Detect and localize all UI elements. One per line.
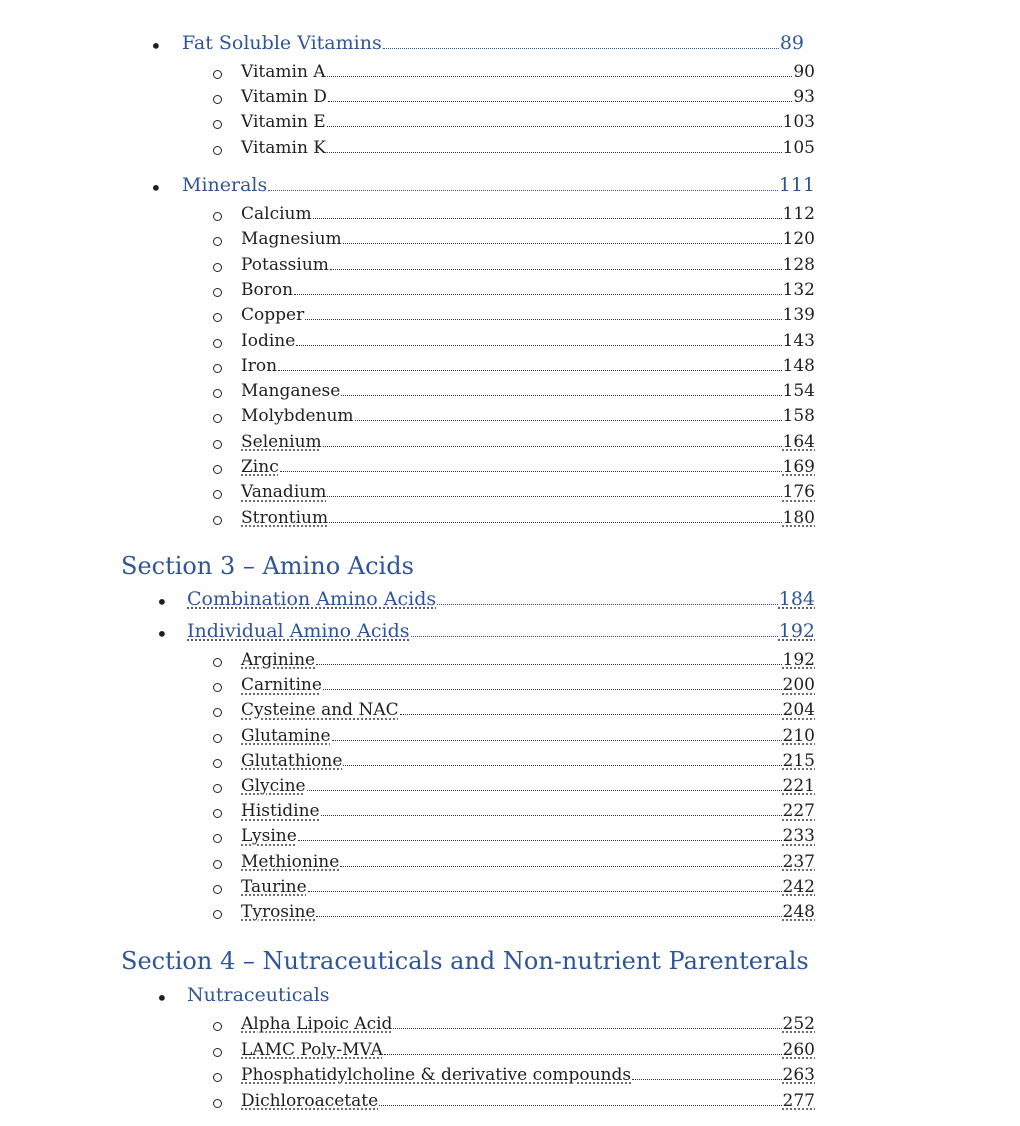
toc-entry-title: Glutathione (241, 750, 343, 771)
toc-page-number: 192 (782, 650, 815, 670)
toc-entry-vitamin-d[interactable] (241, 87, 815, 107)
toc-entry-title: LAMC Poly-MVA (241, 1039, 383, 1060)
dot-leader (316, 916, 781, 917)
dot-leader (437, 604, 778, 605)
toc-page-number: 120 (782, 229, 815, 250)
dot-leader (393, 1028, 781, 1029)
toc-entry-title: Manganese (241, 381, 341, 402)
toc-page-number: 277 (782, 1090, 815, 1111)
circle-bullet-icon (213, 212, 222, 221)
toc-entry-title: Vitamin K (241, 137, 326, 158)
toc-entry-zinc[interactable] (241, 457, 815, 477)
toc-page-number: 164 (782, 431, 815, 452)
toc-entry-title: Strontium (241, 507, 329, 528)
toc-page-number: 103 (782, 112, 815, 133)
toc-entry-potassium[interactable] (241, 255, 815, 275)
circle-bullet-icon (213, 120, 222, 129)
toc-entry-phosphatidylcholine-derivative-compounds[interactable] (241, 1065, 815, 1085)
toc-entry-title: Calcium (241, 204, 312, 224)
toc-entry-title: Glycine (241, 776, 306, 796)
toc-entry-title: Fat Soluble Vitamins (182, 32, 382, 54)
dot-leader (321, 815, 782, 816)
toc-entry-title: Magnesium (241, 229, 342, 250)
circle-bullet-icon (213, 784, 222, 793)
toc-entry-title: Individual Amino Acids (187, 620, 410, 642)
circle-bullet-icon (213, 759, 222, 768)
toc-entry-histidine[interactable] (241, 801, 815, 821)
toc-page-number: 139 (782, 305, 815, 326)
toc-page-number: 90 (793, 62, 815, 82)
toc-page-number: 148 (782, 355, 815, 376)
toc-entry-carnitine[interactable] (241, 675, 815, 695)
toc-entry-title: Methionine (241, 851, 340, 872)
dot-leader (332, 740, 782, 741)
dot-leader (340, 866, 781, 867)
toc-entry-fat-soluble-vitamins[interactable] (182, 32, 804, 54)
toc-page-number: 204 (782, 700, 815, 721)
toc-page-number: 227 (782, 801, 815, 822)
toc-page-number: 237 (782, 851, 815, 872)
circle-bullet-icon (213, 1048, 222, 1057)
circle-bullet-icon (213, 708, 222, 717)
toc-entry-glycine[interactable] (241, 776, 815, 796)
toc-entry-title: Copper (241, 305, 305, 326)
toc-entry-molybdenum[interactable] (241, 406, 815, 426)
toc-page-number: 242 (782, 876, 815, 897)
circle-bullet-icon (213, 734, 222, 743)
circle-bullet-icon (213, 1073, 222, 1082)
toc-entry-arginine[interactable] (241, 650, 815, 670)
toc-page-number: 132 (782, 279, 815, 300)
circle-bullet-icon (213, 465, 222, 474)
toc-entry-vitamin-k[interactable] (241, 138, 815, 158)
dot-leader (327, 152, 782, 153)
toc-entry-glutathione[interactable] (241, 751, 815, 771)
toc-entry-individual-amino-acids[interactable] (187, 620, 815, 642)
toc-entry-title: Alpha Lipoic Acid (241, 1014, 393, 1034)
circle-bullet-icon (213, 860, 222, 869)
toc-entry-title: Cysteine and NAC (241, 700, 399, 721)
dot-leader (294, 294, 782, 295)
toc-page-number: 215 (782, 750, 815, 771)
toc-entry-alpha-lipoic-acid[interactable] (241, 1014, 815, 1034)
toc-page-number: 169 (782, 457, 815, 477)
dot-leader (384, 1054, 782, 1055)
bullet-icon: • (150, 34, 162, 58)
toc-page-number: 180 (782, 507, 815, 528)
dot-leader (278, 370, 782, 371)
toc-page-number: 200 (782, 675, 815, 696)
toc-entry-vitamin-e[interactable] (241, 112, 815, 132)
circle-bullet-icon (213, 414, 222, 423)
dot-leader (343, 765, 781, 766)
toc-entry-title: Potassium (241, 254, 329, 275)
bullet-icon: • (150, 176, 162, 200)
toc-entry-copper[interactable] (241, 305, 815, 325)
toc-entry-title: Combination Amino Acids (187, 588, 437, 610)
toc-entry-methionine[interactable] (241, 852, 815, 872)
circle-bullet-icon (213, 339, 222, 348)
toc-entry-tyrosine[interactable] (241, 902, 815, 922)
dot-leader (355, 420, 782, 421)
toc-entry-title: Tyrosine (241, 902, 316, 922)
circle-bullet-icon (213, 1099, 222, 1108)
bullet-icon: • (156, 986, 168, 1010)
dot-leader (327, 126, 782, 127)
circle-bullet-icon (213, 1022, 222, 1031)
circle-bullet-icon (213, 70, 222, 79)
toc-entry-taurine[interactable] (241, 877, 815, 897)
dot-leader (268, 190, 777, 191)
toc-entry-title: Vitamin E (241, 112, 326, 133)
dot-leader (329, 522, 781, 523)
toc-page-number: 184 (778, 588, 815, 610)
toc-page-number: 105 (782, 137, 815, 158)
toc-page-number: 128 (782, 254, 815, 275)
circle-bullet-icon (213, 885, 222, 894)
circle-bullet-icon (213, 809, 222, 818)
dot-leader (341, 395, 781, 396)
toc-entry-title: Minerals (182, 174, 268, 196)
circle-bullet-icon (213, 313, 222, 322)
toc-entry-lamc-poly-mva[interactable] (241, 1040, 815, 1060)
toc-page-number: 210 (782, 725, 815, 746)
circle-bullet-icon (213, 658, 222, 667)
dot-leader (308, 891, 782, 892)
dot-leader (400, 714, 782, 715)
dot-leader (296, 345, 781, 346)
circle-bullet-icon (213, 95, 222, 104)
toc-page-number: 158 (782, 406, 815, 427)
toc-entry-boron[interactable] (241, 280, 815, 300)
toc-entry-title: Vitamin A (241, 62, 326, 82)
toc-page-number: 233 (782, 826, 815, 847)
toc-entry-minerals[interactable] (182, 174, 815, 196)
dot-leader (343, 243, 782, 244)
dot-leader (307, 790, 782, 791)
section-heading: Section 4 – Nutraceuticals and Non-nutrient Parenterals (121, 947, 809, 975)
dot-leader (298, 840, 782, 841)
circle-bullet-icon (213, 237, 222, 246)
toc-page-number: 112 (782, 204, 815, 224)
toc-entry-magnesium[interactable] (241, 229, 815, 249)
toc-entry-iodine[interactable] (241, 331, 815, 351)
toc-entry-manganese[interactable] (241, 381, 815, 401)
toc-page-number: 143 (782, 330, 815, 351)
toc-entry-title: Boron (241, 279, 294, 300)
toc-entry-selenium[interactable] (241, 432, 815, 452)
toc-page-number: 221 (782, 776, 815, 796)
dot-leader (383, 48, 779, 49)
circle-bullet-icon (213, 683, 222, 692)
circle-bullet-icon (213, 490, 222, 499)
dot-leader (632, 1079, 781, 1080)
toc-entry-title: Dichloroacetate (241, 1090, 379, 1111)
toc-entry-title: Vanadium (241, 482, 327, 503)
circle-bullet-icon (213, 440, 222, 449)
toc-page-number: 248 (782, 902, 815, 922)
group-heading: Nutraceuticals (187, 984, 330, 1006)
toc-entry-title: Carnitine (241, 675, 322, 696)
toc-entry-vanadium[interactable] (241, 482, 815, 502)
toc-entry-calcium[interactable] (241, 204, 815, 224)
toc-entry-glutamine[interactable] (241, 726, 815, 746)
dot-leader (323, 446, 782, 447)
toc-entry-vitamin-a[interactable] (241, 62, 815, 82)
toc-entry-title: Iron (241, 355, 278, 376)
toc-entry-title: Arginine (241, 650, 316, 670)
toc-page-number: 89 (779, 32, 804, 54)
dot-leader (327, 76, 793, 77)
toc-page-number: 93 (793, 87, 815, 108)
toc-entry-title: Molybdenum (241, 406, 354, 427)
toc-entry-dichloroacetate[interactable] (241, 1091, 815, 1111)
section-heading: Section 3 – Amino Acids (121, 552, 414, 580)
toc-page-number: 260 (782, 1039, 815, 1060)
circle-bullet-icon (213, 146, 222, 155)
dot-leader (327, 496, 781, 497)
bullet-icon: • (156, 590, 168, 614)
toc-entry-cysteine-and-nac[interactable] (241, 700, 815, 720)
dot-leader (323, 689, 782, 690)
toc-page-number: 176 (782, 482, 815, 503)
toc-entry-title: Taurine (241, 876, 307, 897)
toc-entry-title: Glutamine (241, 725, 331, 746)
circle-bullet-icon (213, 263, 222, 272)
dot-leader (313, 218, 782, 219)
toc-entry-title: Histidine (241, 801, 320, 822)
dot-leader (328, 101, 792, 102)
circle-bullet-icon (213, 389, 222, 398)
dot-leader (330, 269, 782, 270)
toc-entry-title: Zinc (241, 457, 279, 477)
circle-bullet-icon (213, 910, 222, 919)
toc-entry-title: Iodine (241, 330, 296, 351)
toc-page-number: 154 (782, 381, 815, 402)
toc-page-number: 252 (782, 1014, 815, 1034)
toc-entry-title: Lysine (241, 826, 297, 847)
dot-leader (379, 1105, 781, 1106)
dot-leader (316, 664, 781, 665)
circle-bullet-icon (213, 288, 222, 297)
dot-leader (411, 636, 778, 637)
circle-bullet-icon (213, 516, 222, 525)
toc-entry-combination-amino-acids[interactable] (187, 588, 815, 610)
toc-entry-title: Phosphatidylcholine & derivative compounds (241, 1065, 632, 1085)
circle-bullet-icon (213, 364, 222, 373)
toc-page-number: 111 (778, 174, 815, 196)
toc-entry-lysine[interactable] (241, 826, 815, 846)
bullet-icon: • (156, 622, 168, 646)
toc-entry-title: Selenium (241, 431, 322, 452)
toc-page-number: 263 (782, 1065, 815, 1085)
toc-entry-title: Vitamin D (241, 87, 327, 108)
dot-leader (280, 471, 782, 472)
toc-page-number: 192 (778, 620, 815, 642)
toc-entry-strontium[interactable] (241, 508, 815, 528)
circle-bullet-icon (213, 834, 222, 843)
toc-entry-iron[interactable] (241, 356, 815, 376)
dot-leader (305, 319, 781, 320)
